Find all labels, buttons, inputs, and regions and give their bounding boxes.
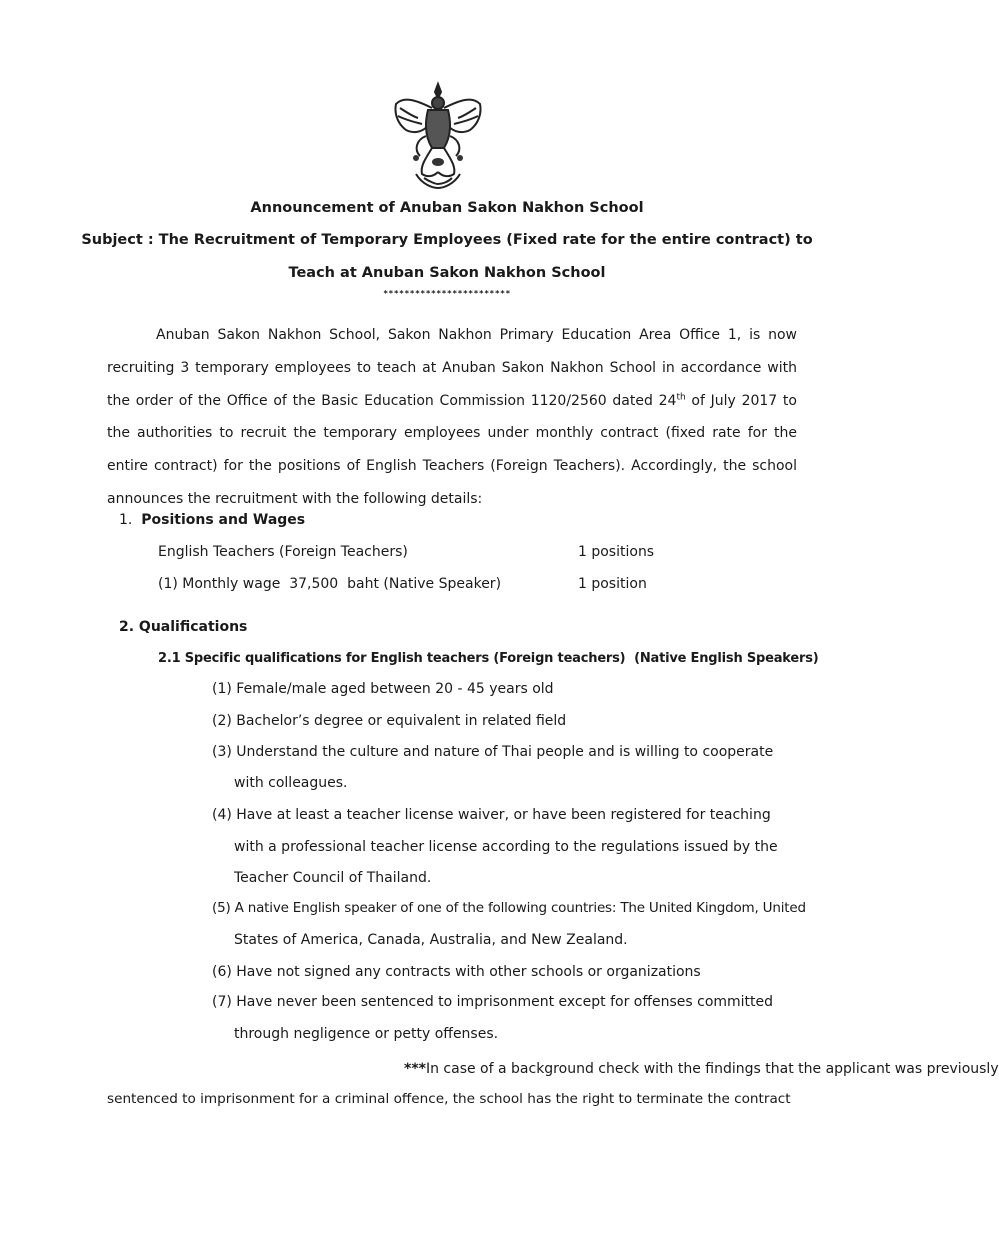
intro-text-part-1: Anuban Sakon Nakhon School, Sakon Nakhon Primary Education Area Office 1, is now recruiting 3 temporary employees to teach at Anuban Sakon Nakhon School in accordance with the order of the Office of the Basic Education Commission 1120/2560 dated 24 xyxy=(107,327,797,409)
qualification-2: (2) Bachelor’s degree or equivalent in related field xyxy=(212,713,567,729)
note-text-1: In case of a background check with the findings that the applicant was previously xyxy=(425,1061,999,1077)
note-asterisks: *** xyxy=(404,1061,426,1077)
subject-line-1: Subject : The Recruitment of Temporary Employees (Fixed rate for the entire contract) to xyxy=(81,232,813,248)
qualification-5-line-1: (5) A native English speaker of one of the following countries: The United Kingdom, United xyxy=(212,900,806,916)
title-divider: ************************ xyxy=(383,289,511,298)
qualification-3-line-2: with colleagues. xyxy=(234,775,348,791)
subject-line-2: Teach at Anuban Sakon Nakhon School xyxy=(288,265,606,281)
section-1-heading xyxy=(119,512,305,528)
document-title: Announcement of Anuban Sakon Nakhon School xyxy=(250,200,644,216)
background-check-note-line-1 xyxy=(404,1061,999,1077)
qualification-7-line-1: (7) Have never been sentenced to imprisonment except for offenses committed xyxy=(212,994,774,1010)
intro-text-part-2: of July 2017 to the authorities to recruit the temporary employees under monthly contract (fixed rate for the entire contract) for the positions of English Teachers (Foreign Teachers). Accordingly, the school announces the recruitment with the following details: xyxy=(107,392,797,507)
qualification-4-line-2: with a professional teacher license according to the regulations issued by the xyxy=(234,839,778,855)
qualification-1: (1) Female/male aged between 20 - 45 years old xyxy=(212,681,554,697)
position-label-2: (1) Monthly wage 37,500 baht (Native Speaker) xyxy=(158,576,502,592)
qualification-7-line-2: through negligence or petty offenses. xyxy=(234,1026,499,1042)
section-2-heading: 2. Qualifications xyxy=(119,619,248,635)
section-2-1-heading: 2.1 Specific qualifications for English teachers (Foreign teachers) (Native English Speakers) xyxy=(158,651,819,666)
position-label-1: English Teachers (Foreign Teachers) xyxy=(158,544,408,560)
qualification-6: (6) Have not signed any contracts with other schools or organizations xyxy=(212,964,701,980)
section-1-number: 1. xyxy=(119,512,133,528)
position-count-2: 1 position xyxy=(578,576,647,592)
section-1-title: Positions and Wages xyxy=(141,512,306,528)
qualification-4-line-3: Teacher Council of Thailand. xyxy=(234,870,432,886)
position-count-1: 1 positions xyxy=(578,544,655,560)
qualification-3-line-1: (3) Understand the culture and nature of Thai people and is willing to cooperate xyxy=(212,744,774,760)
intro-paragraph xyxy=(107,319,797,516)
date-ordinal-suffix: th xyxy=(676,391,686,402)
qualification-4-line-1: (4) Have at least a teacher license waiver, or have been registered for teaching xyxy=(212,807,771,823)
background-check-note-line-2: sentenced to imprisonment for a criminal offence, the school has the right to terminate the contract xyxy=(107,1091,791,1107)
qualification-5-line-2: States of America, Canada, Australia, and New Zealand. xyxy=(234,932,628,948)
garuda-emblem xyxy=(386,78,490,192)
